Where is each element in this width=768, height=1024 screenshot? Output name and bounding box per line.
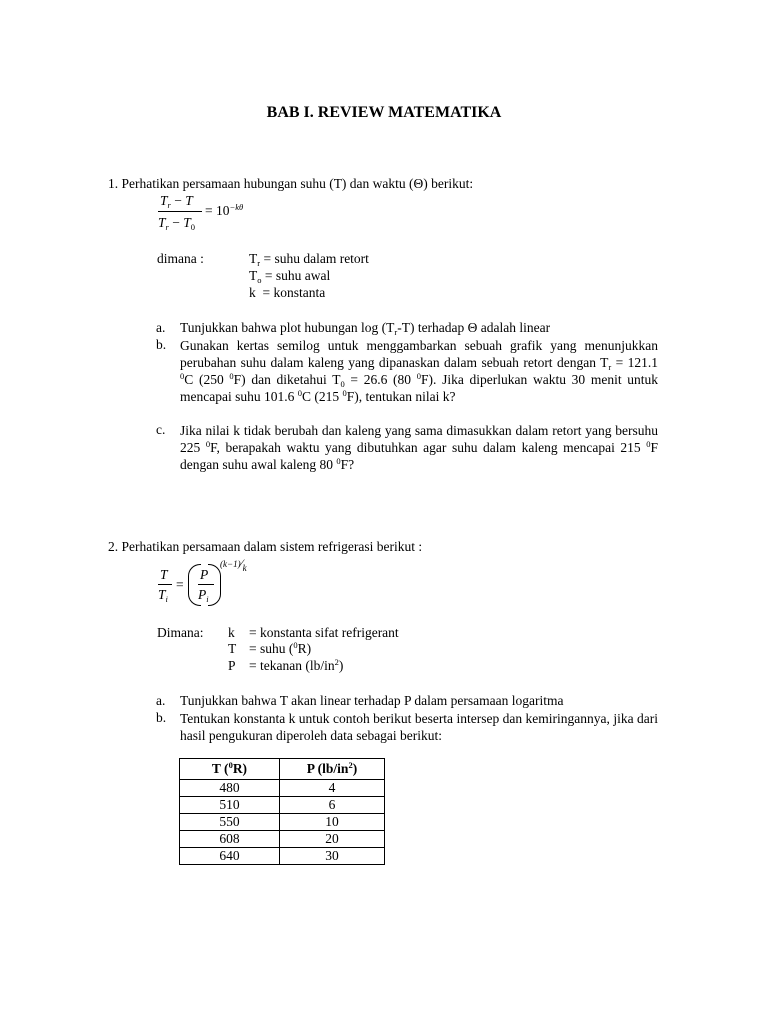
- table-row: [180, 797, 385, 814]
- table-cell-t: 510: [180, 797, 280, 814]
- q1-where-label: dimana :: [157, 251, 204, 266]
- table-cell-t: 640: [180, 848, 280, 865]
- table-cell-p: 20: [280, 831, 385, 848]
- q2-equals: =: [176, 577, 184, 592]
- q1-def-to: $T_o$ = suhu awal: [249, 268, 331, 285]
- table-row: [180, 780, 385, 797]
- q1-formula-rhs: = $10^{-k\theta}$: [205, 202, 244, 218]
- q1-item-a-label: a.: [156, 320, 166, 335]
- q2-intro: 2. Perhatikan persamaan dalam sistem refrigerasi berikut :: [108, 539, 423, 554]
- page-title: BAB I. REVIEW MATEMATIKA: [266, 104, 502, 121]
- q2-def-t: = suhu ($^0$R): [249, 640, 312, 656]
- q1-def-k: k = konstanta: [249, 285, 326, 300]
- q1-def-tr: $T_r$ = suhu dalam retort: [249, 251, 369, 268]
- table-cell-p: 10: [280, 814, 385, 831]
- table-cell-t: 608: [180, 831, 280, 848]
- q1-item-b: Gunakan kertas semilog untuk menggambarkan sebuah grafik yang menunjukkan perubahan suhu dalam kaleng yang dipanaskan dalam sebuah retort dengan $T_r = 121.1$ $^0$C (250 $^0$F) dan diketahui $T_0 = 26.6$ (80 $^0$F). Jika diperlukan waktu 30 menit untuk mencapai suhu 101.6 $^0$C (215 $^0$F), tentukan nilai k?: [180, 338, 659, 404]
- q2-item-a: Tunjukkan bahwa T akan linear terhadap P dalam persamaan logaritma: [180, 693, 564, 708]
- q1-formula-numerator: $T_r - T$: [160, 193, 193, 210]
- table-cell-p: 30: [280, 848, 385, 865]
- q2-item-b: Tentukan konstanta k untuk contoh berikut beserta intersep dan kemiringannya, jika dari hasil pengukuran diperoleh data sebagai berikut:: [180, 711, 658, 743]
- q1-item-a: Tunjukkan bahwa plot hubungan $\log (T_r-T)$ terhadap Θ adalah linear: [180, 320, 551, 337]
- q1-item-c: Jika nilai k tidak berubah dan kaleng yang sama dimasukkan dalam retort yang bersuhu 225 $^0$F, berapakah waktu yang dibutuhkan agar suhu dalam kaleng mencapai 215 $^0$F dengan suhu awal kaleng 80 $^0$F?: [180, 423, 659, 472]
- q1-item-c-label: c.: [156, 422, 166, 437]
- table-cell-t: 480: [180, 780, 280, 797]
- q2-exponent: (k−1)⁄k: [220, 556, 247, 573]
- q2-right-numerator: P: [200, 567, 209, 582]
- q2-item-b-label: b.: [156, 710, 167, 725]
- table-cell-t: 550: [180, 814, 280, 831]
- q2-def-k-sym: k: [228, 625, 235, 640]
- q1-intro: 1. Perhatikan persamaan hubungan suhu (T) dan waktu (Θ) berikut:: [108, 176, 474, 191]
- q2-right-denominator: $P_i$: [198, 587, 209, 604]
- q2-def-p: = tekanan $(lb/in^2)$: [249, 657, 344, 673]
- q2-left-denominator: $T_i$: [158, 587, 168, 604]
- q2-item-a-label: a.: [156, 693, 166, 708]
- q1-fraction-bar: [158, 211, 202, 212]
- table-header-row: [180, 759, 385, 780]
- q2-left-fraction-bar: [158, 584, 172, 585]
- table-cell-p: 6: [280, 797, 385, 814]
- q2-where-label: Dimana:: [157, 625, 204, 640]
- q1-item-b-label: b.: [156, 337, 167, 352]
- table-cell-p: 4: [280, 780, 385, 797]
- q2-def-k: = konstanta sifat refrigerant: [249, 625, 399, 640]
- q1-formula-denominator: $T_r - T_0$: [158, 215, 195, 232]
- column-header-p: P $(lb/in^2)$: [280, 759, 385, 780]
- q2-def-p-sym: P: [228, 658, 236, 673]
- data-table: [179, 758, 385, 865]
- column-header-t: T ($^0$R): [180, 759, 280, 780]
- table-row: [180, 848, 385, 865]
- q2-left-numerator: T: [160, 567, 168, 582]
- q2-def-t-sym: T: [228, 641, 237, 656]
- table-row: [180, 831, 385, 848]
- table-row: [180, 814, 385, 831]
